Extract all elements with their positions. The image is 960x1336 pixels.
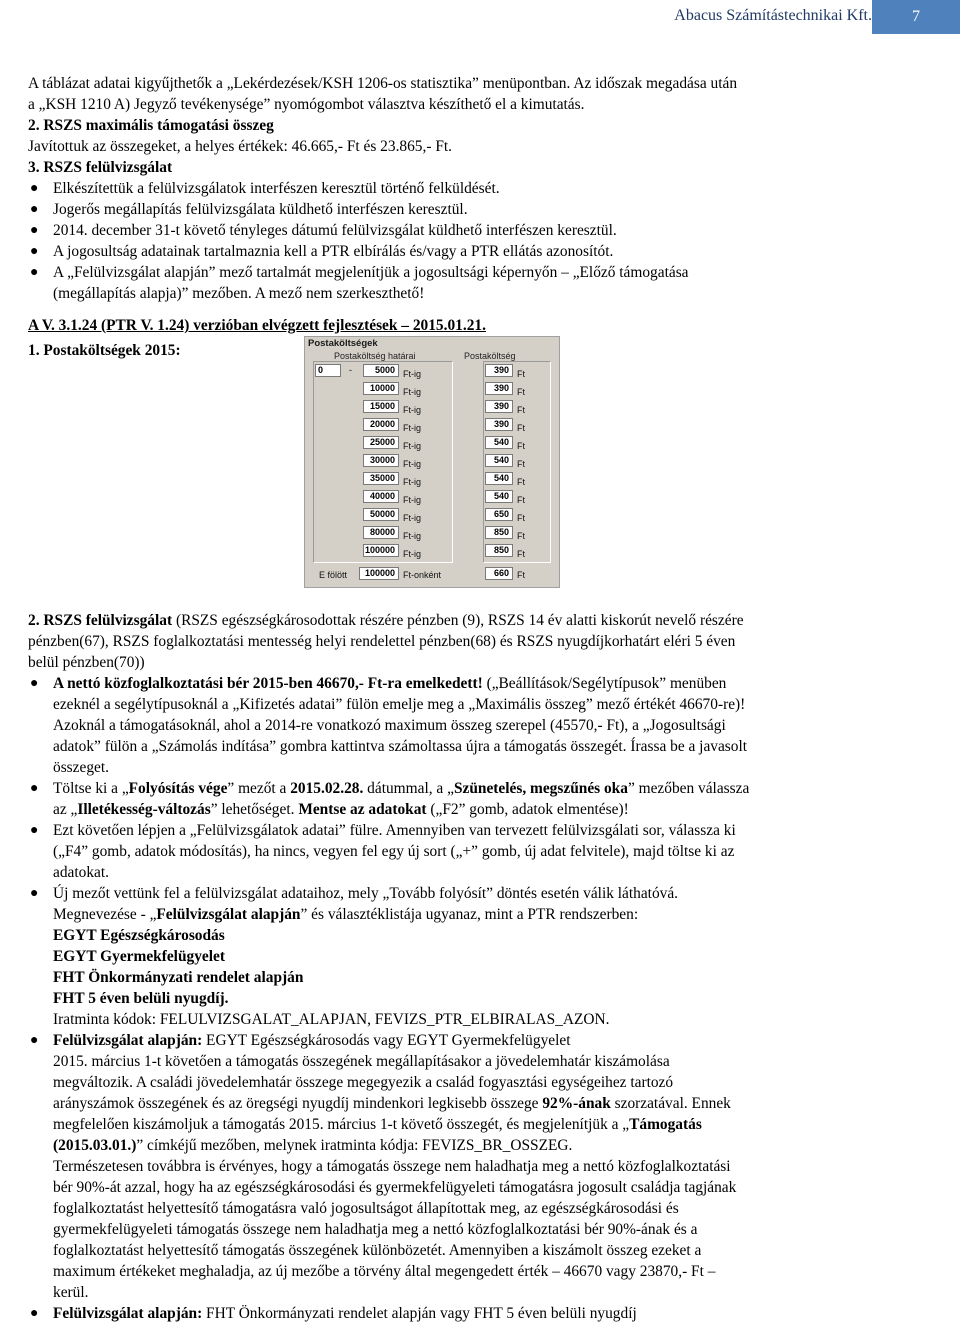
cost-field[interactable]: 660 xyxy=(485,567,513,580)
bullet-icon: ● xyxy=(30,202,39,217)
bullet-icon: ● xyxy=(30,823,39,838)
cost-field[interactable]: 390 xyxy=(485,418,513,431)
p2-list xyxy=(28,673,858,1324)
bullet-icon: ● xyxy=(30,886,39,901)
list-item: ● Jogerős megállapítás felülvizsgálata küldhető interfészen keresztül. xyxy=(30,201,468,218)
cost-field[interactable]: 850 xyxy=(485,526,513,539)
limit-field[interactable]: 30000 xyxy=(363,454,399,467)
list-item: ● 2014. december 31-t követő tényleges dátumú felülvizsgálat küldhető interfészen keresztül. xyxy=(30,222,617,239)
unit-label: Ft-ig xyxy=(403,387,421,397)
limit-field[interactable]: 100000 xyxy=(363,544,399,557)
bullet-icon: ● xyxy=(30,244,39,259)
limit-field[interactable]: 40000 xyxy=(363,490,399,503)
currency-label: Ft xyxy=(517,495,525,505)
table-row xyxy=(305,400,559,418)
unit-label: Ft-onként xyxy=(403,570,442,580)
table-row xyxy=(305,418,559,436)
section-2-heading: 2. RSZS maximális támogatási összeg xyxy=(28,117,274,134)
limit-field[interactable]: 20000 xyxy=(363,418,399,431)
section-3-heading: 3. RSZS felülvizsgálat xyxy=(28,159,173,176)
limit-field[interactable]: 5000 xyxy=(363,364,399,377)
list-item: ● Új mezőt vettünk fel a felülvizsgálat adataihoz, mely „Tovább folyósít” döntés esetén válik láthatóvá. Megnevezése - „Felülvizsgálat alapján” és választéklistája ugyanaz, mint a PTR rendszerben: EGYT Egészségkárosodás EGYT Gyermekfelügyelet FHT Önkormányzati rendelet alapján FHT 5 éven belüli nyugdíj. Iratminta kódok: FELULVIZSGALAT_ALAPJAN, FEVIZS_PTR_ELBIRALAS_AZON. xyxy=(30,885,679,1028)
section-3-list xyxy=(28,178,858,304)
above-limit-field[interactable]: 100000 xyxy=(359,567,399,580)
table-row xyxy=(305,544,559,562)
table-row xyxy=(305,382,559,400)
limit-field[interactable]: 25000 xyxy=(363,436,399,449)
limit-field[interactable]: 80000 xyxy=(363,526,399,539)
bullet-icon: ● xyxy=(30,265,39,280)
intro-line-1: A táblázat adatai kigyűjthetők a „Lekérdezések/KSH 1206-os statisztika” menüpontban. Az időszak megadása után xyxy=(28,75,738,92)
table-row xyxy=(305,508,559,526)
header-company: Abacus Számítástechnikai Kft. xyxy=(674,7,872,24)
unit-label: Ft-ig xyxy=(403,531,421,541)
panel-title: Postaköltségek xyxy=(308,338,378,349)
table-row xyxy=(305,364,559,382)
cost-field[interactable]: 390 xyxy=(485,400,513,413)
limit-field[interactable]: 35000 xyxy=(363,472,399,485)
table-row xyxy=(305,526,559,544)
unit-label: Ft-ig xyxy=(403,441,421,451)
limit-field[interactable]: 10000 xyxy=(363,382,399,395)
bullet-icon: ● xyxy=(30,223,39,238)
cost-field[interactable]: 390 xyxy=(485,364,513,377)
table-row xyxy=(305,436,559,454)
currency-label: Ft xyxy=(517,369,525,379)
list-item: ● Ezt követően lépjen a „Felülvizsgálatok adatai” fülre. Amennyiben van tervezett felülvizsgálati sor, válassza ki („F4” gomb, adatok módosítás), ha nincs, vegyen fel egy új sort („+” gomb, új adat felvitele), majd töltse ki az adatokat. xyxy=(30,822,736,881)
version-heading: A V. 3.1.24 (PTR V. 1.24) verzióban elvégzett fejlesztések – 2015.01.21. xyxy=(28,317,486,334)
cost-field[interactable]: 390 xyxy=(485,382,513,395)
page-header xyxy=(0,0,960,40)
col-head-limits: Postaköltség határai xyxy=(334,351,416,361)
cost-field[interactable]: 540 xyxy=(485,490,513,503)
unit-label: Ft-ig xyxy=(403,423,421,433)
bullet-icon: ● xyxy=(30,1306,39,1321)
table-row-above xyxy=(305,567,559,585)
table-row xyxy=(305,490,559,508)
currency-label: Ft xyxy=(517,531,525,541)
cost-field[interactable]: 540 xyxy=(485,454,513,467)
bullet-icon: ● xyxy=(30,1033,39,1048)
unit-label: Ft-ig xyxy=(403,405,421,415)
above-label: E fölött xyxy=(319,570,348,580)
cost-field[interactable]: 540 xyxy=(485,436,513,449)
list-item: ● Töltse ki a „Folyósítás vége” mezőt a 2015.02.28. dátummal, a „Szünetelés, megszűnés oka” mezőben válassza az „Illetékesség-változás” lehetőséget. Mentse az adatokat („F2” gomb, adatok elmentése)! xyxy=(30,780,750,818)
bullet-icon: ● xyxy=(30,781,39,796)
postal-cost-panel xyxy=(304,336,560,588)
cost-field[interactable]: 850 xyxy=(485,544,513,557)
unit-label: Ft-ig xyxy=(403,549,421,559)
cost-field[interactable]: 540 xyxy=(485,472,513,485)
range-dash: - xyxy=(349,365,352,375)
currency-label: Ft xyxy=(517,459,525,469)
bullet-icon: ● xyxy=(30,181,39,196)
document-body xyxy=(28,73,858,1324)
from-field[interactable]: 0 xyxy=(315,364,341,377)
currency-label: Ft xyxy=(517,441,525,451)
unit-label: Ft-ig xyxy=(403,459,421,469)
unit-label: Ft-ig xyxy=(403,477,421,487)
currency-label: Ft xyxy=(517,387,525,397)
postal-section xyxy=(28,340,858,602)
section-2-text: Javítottuk az összegeket, a helyes értékek: 46.665,- Ft és 23.865,- Ft. xyxy=(28,138,453,155)
currency-label: Ft xyxy=(517,513,525,523)
list-item: ● A jogosultság adatainak tartalmaznia kell a PTR elbírálás és/vagy a PTR ellátás azonosítót. xyxy=(30,243,614,260)
currency-label: Ft xyxy=(517,570,525,580)
list-item: ● Felülvizsgálat alapján: FHT Önkormányzati rendelet alapján vagy FHT 5 éven belüli nyugdíj xyxy=(30,1305,637,1322)
p2-line-3: belül pénzben(70)) xyxy=(28,654,145,671)
list-item: ● Elkészítettük a felülvizsgálatok interfészen keresztül történő felküldését. xyxy=(30,180,500,197)
limit-field[interactable]: 15000 xyxy=(363,400,399,413)
table-row xyxy=(305,454,559,472)
page-number: 7 xyxy=(872,0,960,34)
unit-label: Ft-ig xyxy=(403,513,421,523)
postal-title: 1. Postaköltségek 2015: xyxy=(28,342,181,359)
currency-label: Ft xyxy=(517,405,525,415)
unit-label: Ft-ig xyxy=(403,369,421,379)
intro-line-2: a „KSH 1210 A) Jegyző tevékenysége” nyomógombot választva készíthető el a kimutatás. xyxy=(28,96,585,113)
col-head-cost: Postaköltség xyxy=(464,351,516,361)
cost-field[interactable]: 650 xyxy=(485,508,513,521)
bullet-icon: ● xyxy=(30,676,39,691)
list-item: ● A „Felülvizsgálat alapján” mező tartalmát megjelenítjük a jogosultsági képernyőn – „Előző támogatása (megállapítás alapja)” mezőben. A mező nem szerkeszthető! xyxy=(30,264,689,302)
list-item: ● Felülvizsgálat alapján: EGYT Egészségkárosodás vagy EGYT Gyermekfelügyelet 2015. március 1-t követően a támogatás összegének megállapításakor a jövedelemhatár kiszámolása megváltozik. A családi jövedelemhatár összege megegyezik a család fogyasztási egységeihez tartozó arányszámok összegének és az öregségi nyugdíj mindenkori legkisebb összege 92%-ának szorzatával. Ennek megfelelően kiszámoljuk a támogatás 2015. március 1-t követő összegét, és megjelenítjük a „Támogatás (2015.03.01.)” címkéjű mezőben, melynek iratminta kódja: FEVIZS_BR_OSSZEG. Természetesen továbbra is érvényes, hogy a támogatás összege nem haladhatja meg a nettó közfoglalkoztatási bér 90%-át azzal, hogy ha az egészségkárosodási és gyermekfelügyeleti támogatásra jogosult családja tagjának foglalkoztatást helyettesítő támogatásra való jogosultságot állapítottak meg, az egészségkárosodási és gyermekfelügyeleti támogatás összege nem haladhatja meg a nettó közfoglalkoztatási bér 90%-ának és a foglalkoztatást helyettesítő támogatás összegének különbözetét. Amennyiben a kiszámolt összeg ezeket a maximum értékeket meghaladja, az új mezőbe a törvény által megengedett érték – 46670 vagy 23870,- Ft – kerül. xyxy=(30,1032,737,1301)
currency-label: Ft xyxy=(517,423,525,433)
p2-line-2: pénzben(67), RSZS foglalkoztatási mentesség helyi rendelettel pénzben(68) és RSZS nyugdíjkorhatárt eléri 5 éven xyxy=(28,633,736,650)
currency-label: Ft xyxy=(517,477,525,487)
unit-label: Ft-ig xyxy=(403,495,421,505)
list-item: ● A nettó közfoglalkoztatási bér 2015-ben 46670,- Ft-ra emelkedett! („Beállítások/Segélytípusok” menüben ezeknél a segélytípusoknál a „Kifizetés adatai” fülön emelje meg a „Maximális összeg” mező értékét 46670-re)! Azoknál a támogatásoknál, ahol a 2014-re vonatkozó maximum összeg szerepel (45570,- Ft), a „Jogosultsági adatok” fülön a „Számolás indítása” gombra kattintva számoltassa újra a támogatás összegét. Írassa be a javasolt összeget. xyxy=(30,675,748,776)
currency-label: Ft xyxy=(517,549,525,559)
p2-line-1: 2. RSZS felülvizsgálat (RSZS egészségkárosodottak részére pénzben (9), RSZS 14 év alatti kiskorút nevelő részére xyxy=(28,612,744,629)
table-row xyxy=(305,472,559,490)
limit-field[interactable]: 50000 xyxy=(363,508,399,521)
